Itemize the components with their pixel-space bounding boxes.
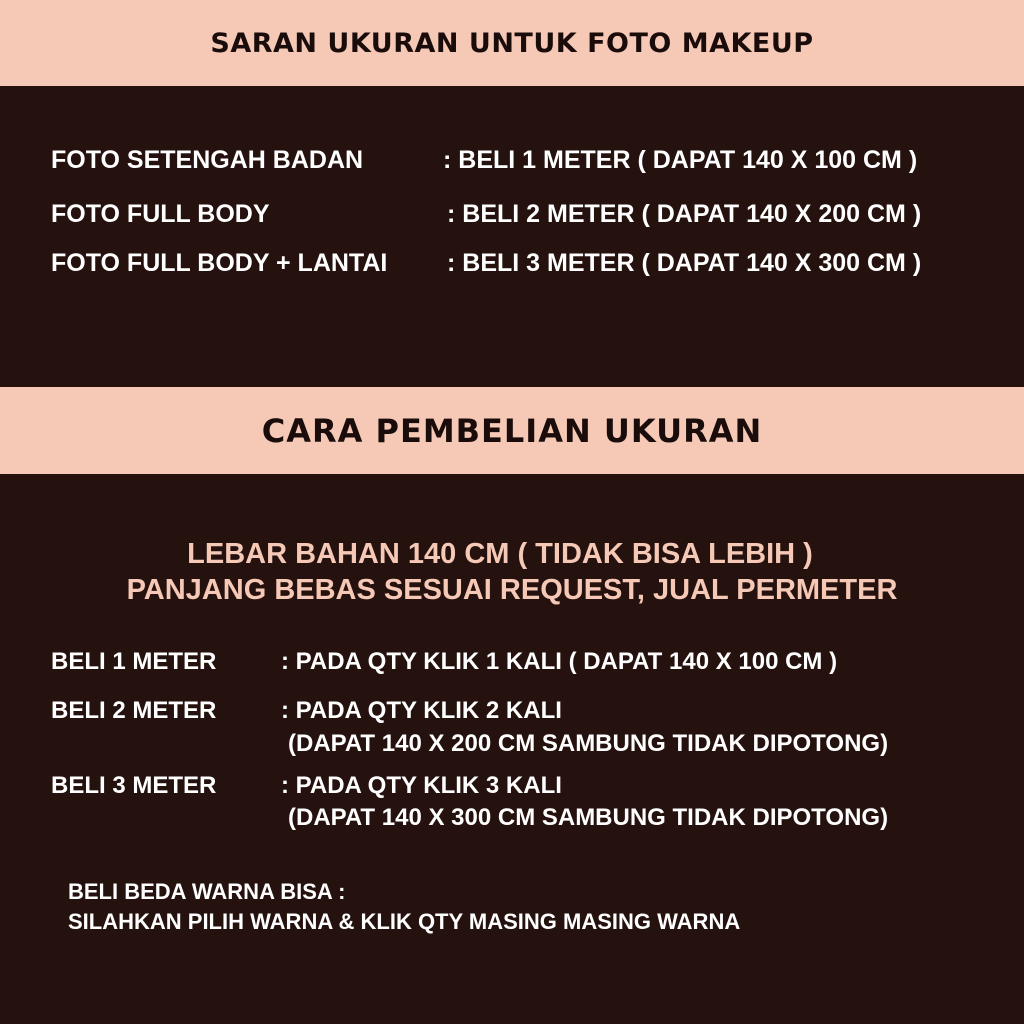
purchase-row-label: BELI 1 METER — [51, 648, 217, 675]
purchase-row-value: : PADA QTY KLIK 1 KALI ( DAPAT 140 X 100 CM ) — [281, 648, 838, 675]
purchase-guide-header — [0, 387, 1024, 474]
size-row-label: FOTO SETENGAH BADAN — [51, 146, 364, 174]
size-row-value: : BELI 2 METER ( DAPAT 140 X 200 CM ) — [447, 200, 922, 228]
purchase-row-value: : PADA QTY KLIK 2 KALI — [281, 697, 562, 724]
size-row-value: : BELI 1 METER ( DAPAT 140 X 100 CM ) — [443, 146, 918, 174]
purchase-row-label: BELI 3 METER — [51, 772, 217, 799]
purchase-guide-panel — [0, 474, 1024, 1024]
purchase-row-label: BELI 2 METER — [51, 697, 217, 724]
purchase-row-value: : PADA QTY KLIK 3 KALI — [281, 772, 562, 799]
purchase-guide-title: CARA PEMBELIAN UKURAN — [261, 411, 763, 450]
length-note: PANJANG BEBAS SESUAI REQUEST, JUAL PERMETER — [126, 574, 898, 606]
multi-color-instruction: SILAHKAN PILIH WARNA & KLIK QTY MASING MASING WARNA — [68, 909, 741, 934]
fabric-width-note: LEBAR BAHAN 140 CM ( TIDAK BISA LEBIH ) — [187, 538, 813, 570]
purchase-row-detail: (DAPAT 140 X 300 CM SAMBUNG TIDAK DIPOTONG) — [288, 804, 889, 831]
size-suggestion-header — [0, 0, 1024, 86]
size-suggestion-title: SARAN UKURAN UNTUK FOTO MAKEUP — [210, 27, 814, 59]
size-row-value: : BELI 3 METER ( DAPAT 140 X 300 CM ) — [447, 249, 922, 277]
size-row-label: FOTO FULL BODY — [51, 200, 270, 228]
size-suggestion-panel — [0, 86, 1024, 387]
multi-color-note: BELI BEDA WARNA BISA : — [68, 879, 346, 904]
purchase-row-detail: (DAPAT 140 X 200 CM SAMBUNG TIDAK DIPOTONG) — [288, 730, 889, 757]
size-row-label: FOTO FULL BODY + LANTAI — [51, 249, 388, 277]
